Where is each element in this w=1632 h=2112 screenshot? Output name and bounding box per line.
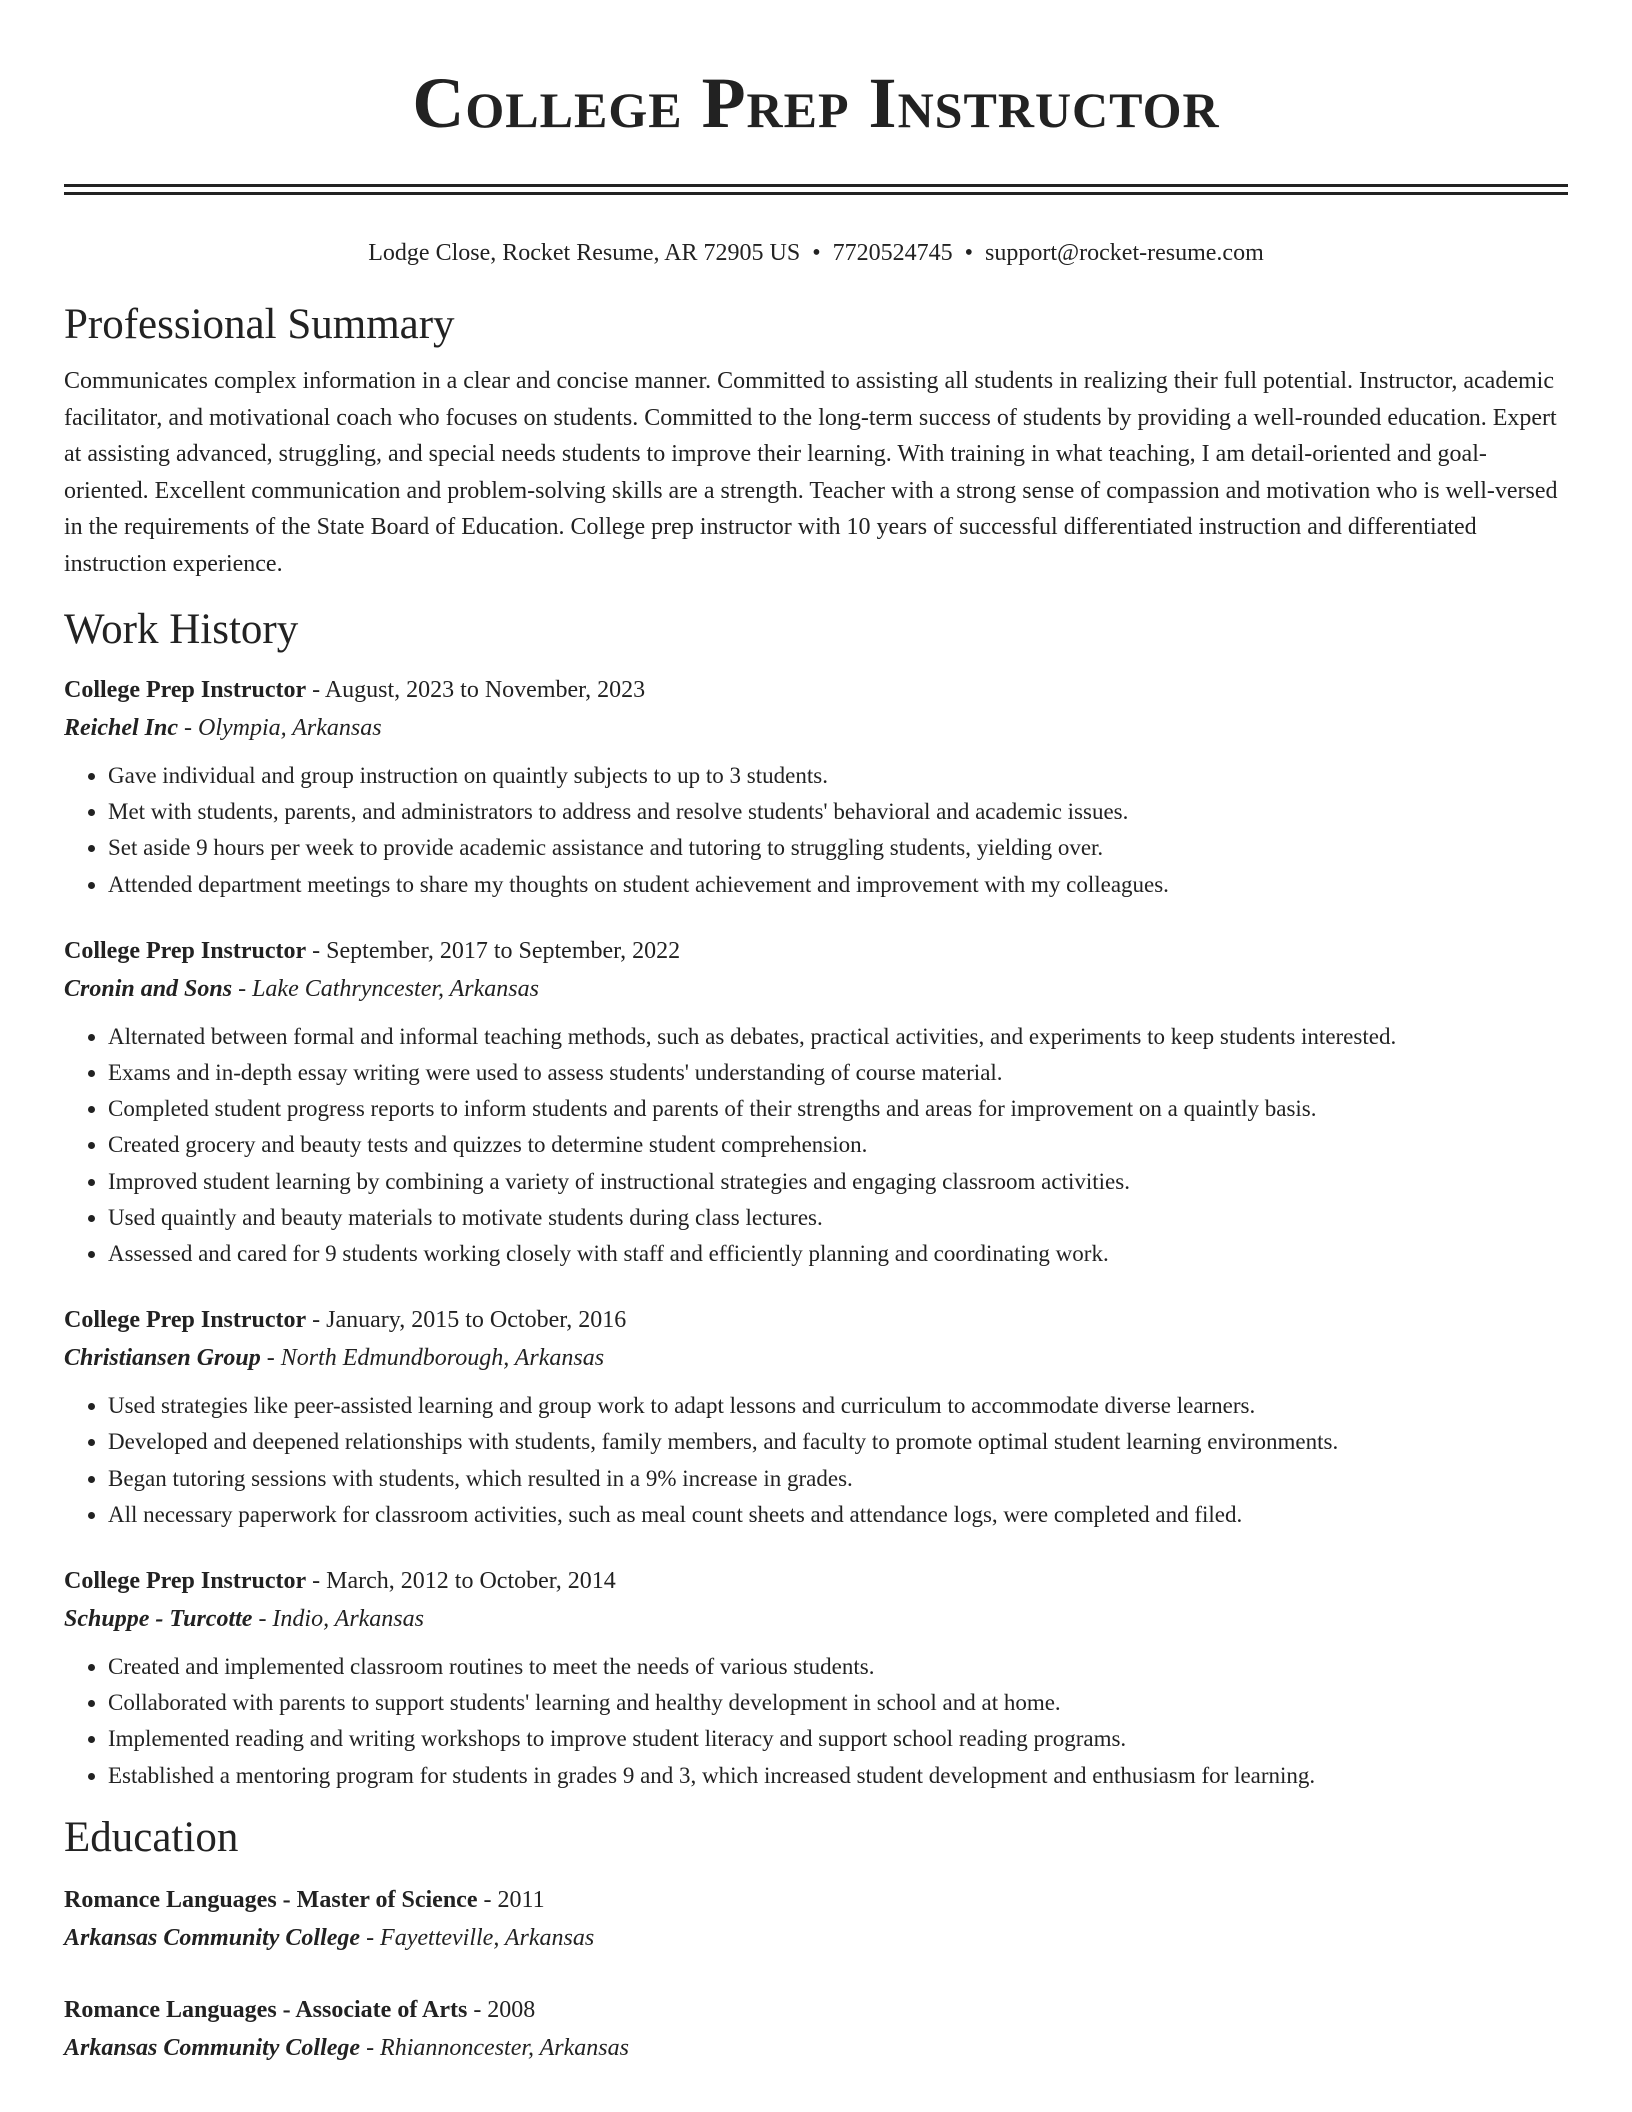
job-bullet: • Created and implemented classroom routines to meet the needs of various students. xyxy=(108,1649,1568,1685)
job-bullets xyxy=(64,1019,1568,1272)
job-location: - North Edmundborough, Arkansas xyxy=(260,1345,605,1372)
job-role: College Prep Instructor xyxy=(64,937,307,964)
school-name: Arkansas Community College xyxy=(64,1924,361,1951)
job-bullet: • Used quaintly and beauty materials to motivate students during class lectures. xyxy=(108,1200,1568,1236)
education-entry xyxy=(64,1882,1568,1958)
job-location: - Lake Cathryncester, Arkansas xyxy=(232,975,539,1002)
education-entry xyxy=(64,1992,1568,2068)
job-dates: - September, 2017 to September, 2022 xyxy=(306,937,681,964)
contact-separator: • xyxy=(964,240,974,266)
job-company: Reichel Inc xyxy=(64,715,178,741)
job-role: College Prep Instructor xyxy=(64,1307,307,1334)
job-entry xyxy=(64,1302,1568,1533)
job-entry xyxy=(64,1563,1568,1794)
job-company: Cronin and Sons xyxy=(64,975,233,1002)
job-bullet: • Established a mentoring program for students in grades 9 and 3, which increased student development and enthusiasm for learning. xyxy=(108,1758,1568,1794)
job-company-line xyxy=(64,708,1568,748)
job-bullet: • Attended department meetings to share my thoughts on student achievement and improvement with my colleagues. xyxy=(108,867,1568,903)
degree-line xyxy=(64,1882,1568,1918)
job-bullet: • Alternated between formal and informal teaching methods, such as debates, practical activities, and experiments to keep students interested. xyxy=(108,1019,1568,1055)
degree-name: Romance Languages - Master of Science xyxy=(64,1886,478,1913)
job-bullet: • Set aside 9 hours per week to provide academic assistance and tutoring to struggling students, yielding over. xyxy=(108,830,1568,866)
contact-phone: 7720524745 xyxy=(832,240,953,266)
school-location: - Fayetteville, Arkansas xyxy=(360,1924,595,1951)
job-bullets xyxy=(64,1388,1568,1533)
job-entry xyxy=(64,933,1568,1272)
job-company-line xyxy=(64,1338,1568,1378)
summary-heading: Professional Summary xyxy=(64,301,455,348)
degree-year: - 2008 xyxy=(467,1996,536,2023)
job-bullet: • Developed and deepened relationships with students, family members, and faculty to promote optimal student learning environments. xyxy=(108,1424,1568,1460)
job-role: College Prep Instructor xyxy=(64,1568,307,1595)
job-title-line xyxy=(64,933,1568,969)
job-bullet: • Met with students, parents, and administrators to address and resolve students' behavioral and academic issues. xyxy=(108,794,1568,830)
job-bullet: • All necessary paperwork for classroom activities, such as meal count sheets and attendance logs, were completed and filed. xyxy=(108,1497,1568,1533)
job-dates: - August, 2023 to November, 2023 xyxy=(306,677,646,703)
contact-address: Lodge Close, Rocket Resume, AR 72905 US xyxy=(368,240,801,266)
job-bullet: • Improved student learning by combining a variety of instructional strategies and engaging classroom activities. xyxy=(108,1164,1568,1200)
contact-separator: • xyxy=(812,240,821,266)
job-company: Schuppe - Turcotte xyxy=(64,1606,253,1633)
job-title-line xyxy=(64,672,1568,708)
job-dates: - March, 2012 to October, 2014 xyxy=(306,1568,616,1595)
education-heading: Education xyxy=(64,1813,239,1861)
job-company: Christiansen Group xyxy=(64,1345,261,1372)
job-dates: - January, 2015 to October, 2016 xyxy=(306,1307,627,1334)
job-company-line xyxy=(64,1599,1568,1639)
school-line xyxy=(64,2028,1568,2068)
degree-line xyxy=(64,1992,1568,2028)
job-bullet: • Collaborated with parents to support students' learning and healthy development in school and at home. xyxy=(108,1685,1568,1721)
work-history-heading: Work History xyxy=(64,606,299,653)
degree-name: Romance Languages - Associate of Arts xyxy=(64,1996,468,2023)
job-bullet: • Assessed and cared for 9 students working closely with staff and efficiently planning and coordinating work. xyxy=(108,1236,1568,1272)
summary-text: Communicates complex information in a clear and concise manner. Committed to assisting all students in realizing their full potential. Instructor, academic facilitator, and motivational coach who focuses on students. Committed to the long-term success of students by providing a well-rounded education. Expert at assisting advanced, struggling, and special needs students to improve their learning. With training in what teaching, I am detail-oriented and goal-oriented. Excellent communication and problem-solving skills are a strength. Teacher with a strong sense of compassion and motivation who is well-versed in the requirements of the State Board of Education. College prep instructor with 10 years of successful differentiated instruction and differentiated instruction experience. xyxy=(64,368,1558,577)
contact-line xyxy=(64,237,1568,269)
job-bullet: • Implemented reading and writing workshops to improve student literacy and support school reading programs. xyxy=(108,1721,1568,1757)
job-bullet: • Gave individual and group instruction on quaintly subjects to up to 3 students. xyxy=(108,758,1568,794)
job-title-line xyxy=(64,1302,1568,1338)
job-title-line xyxy=(64,1563,1568,1599)
job-location: - Olympia, Arkansas xyxy=(178,715,382,741)
job-bullet: • Created grocery and beauty tests and quizzes to determine student comprehension. xyxy=(108,1127,1568,1163)
title-divider xyxy=(64,184,1568,195)
job-bullets xyxy=(64,758,1568,903)
job-company-line xyxy=(64,969,1568,1009)
job-bullet: • Completed student progress reports to inform students and parents of their strengths and areas for improvement on a quaintly basis. xyxy=(108,1091,1568,1127)
degree-year: - 2011 xyxy=(477,1886,545,1913)
job-location: - Indio, Arkansas xyxy=(252,1606,424,1633)
school-location: - Rhiannoncester, Arkansas xyxy=(360,2034,629,2061)
school-line xyxy=(64,1918,1568,1958)
job-entry xyxy=(64,672,1568,903)
school-name: Arkansas Community College xyxy=(64,2034,361,2061)
job-bullets xyxy=(64,1649,1568,1794)
job-bullet: • Exams and in-depth essay writing were used to assess students' understanding of course material. xyxy=(108,1055,1568,1091)
resume-title: College Prep Instructor xyxy=(412,63,1220,143)
job-bullet: • Began tutoring sessions with students, which resulted in a 9% increase in grades. xyxy=(108,1461,1568,1497)
job-role: College Prep Instructor xyxy=(64,677,307,703)
contact-email: support@rocket-resume.com xyxy=(985,240,1264,266)
job-bullet: • Used strategies like peer-assisted learning and group work to adapt lessons and curriculum to accommodate diverse learners. xyxy=(108,1388,1568,1424)
